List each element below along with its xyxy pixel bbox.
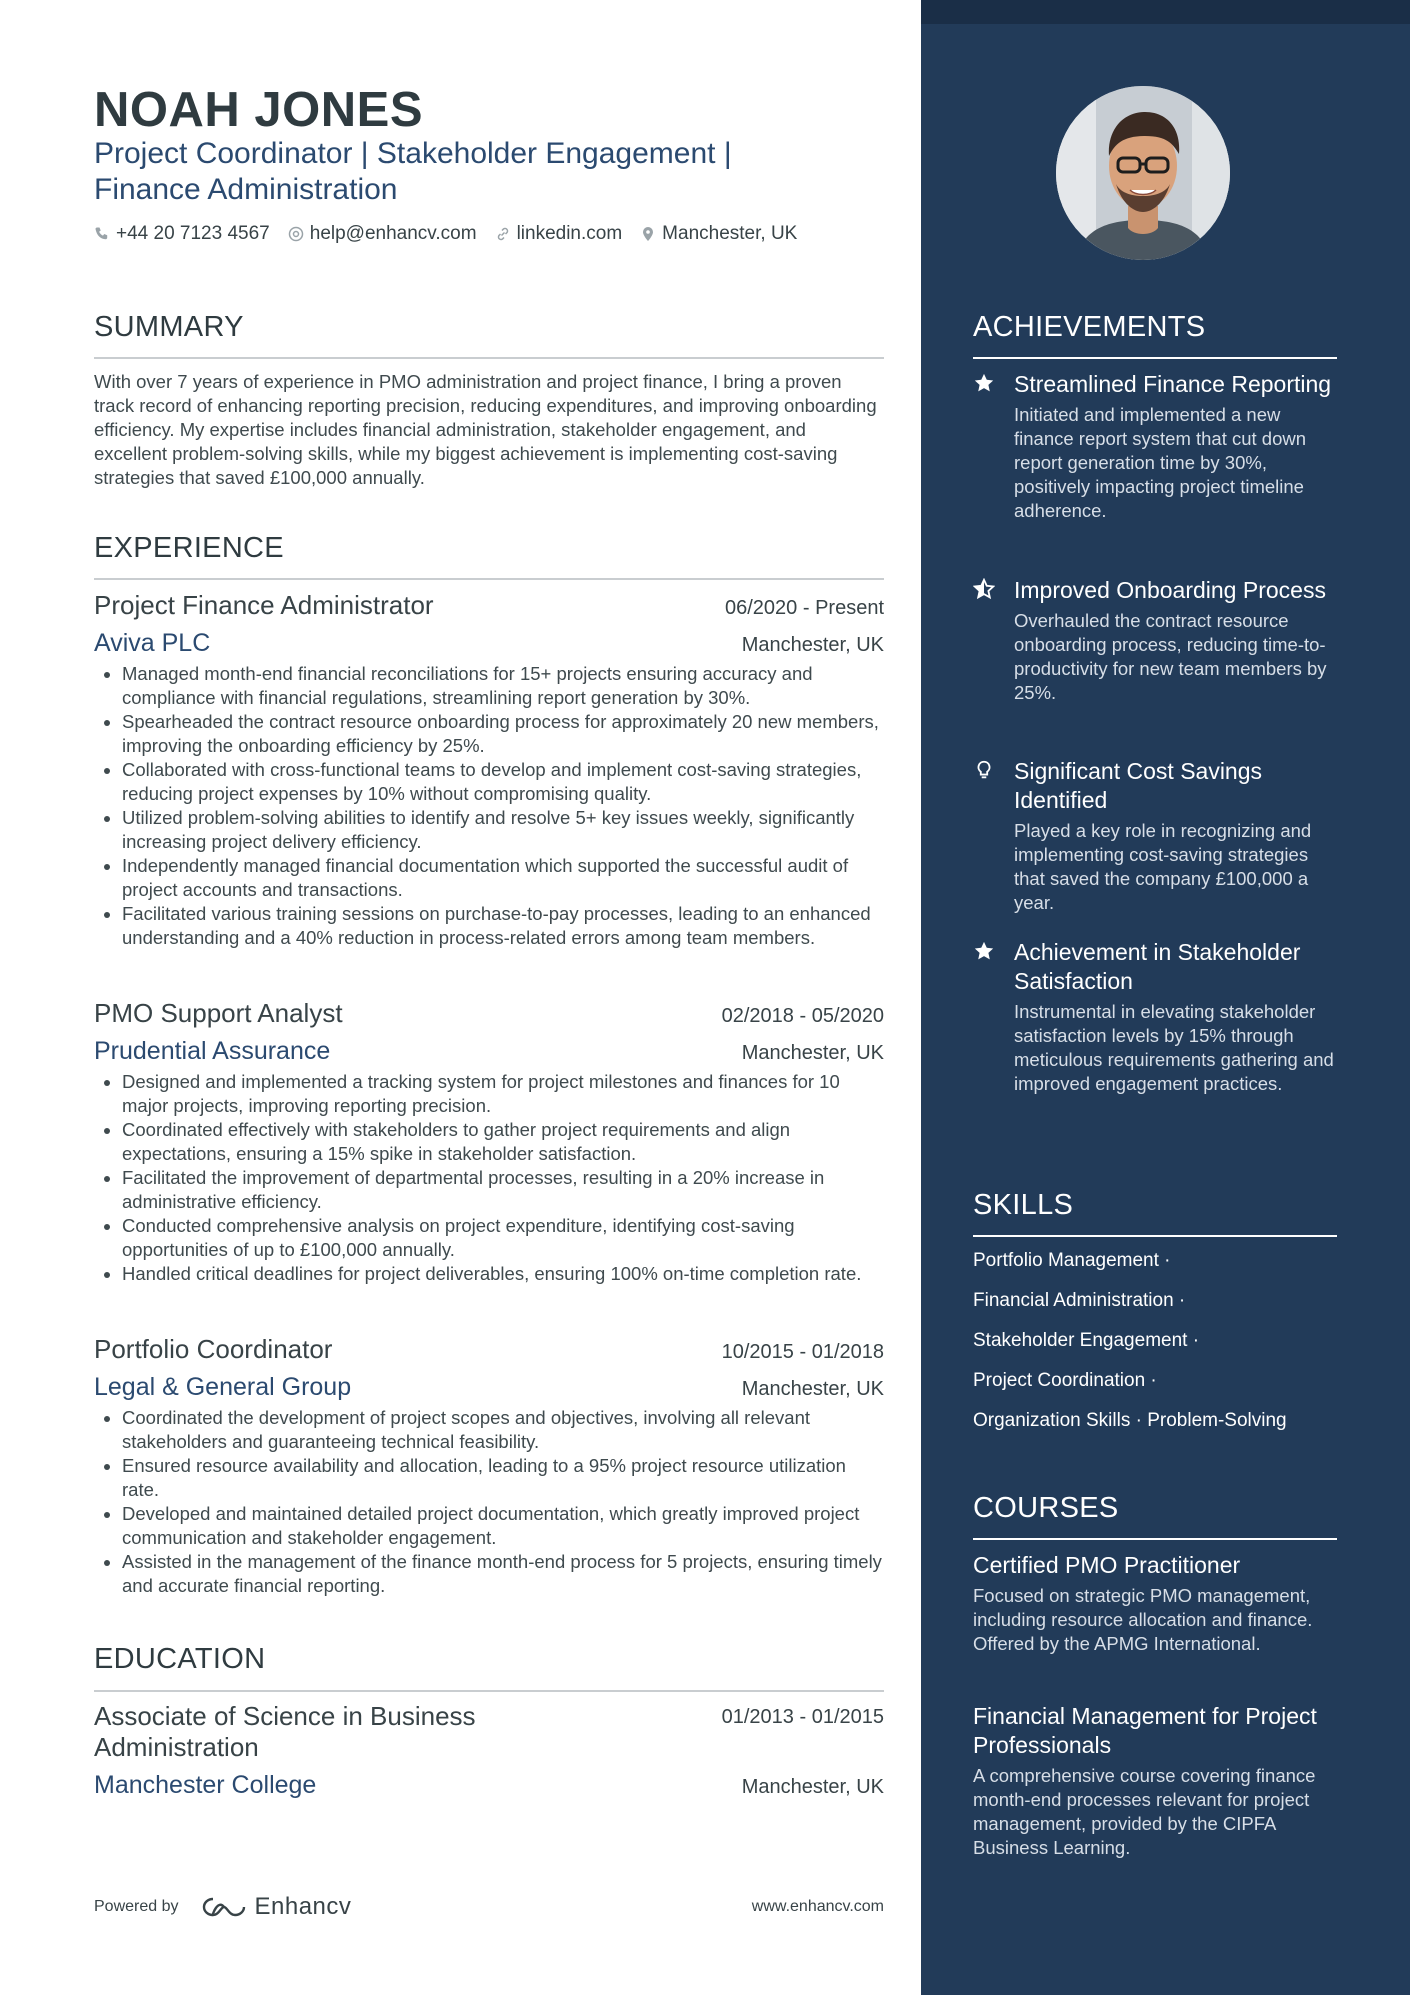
star-half-icon [973, 578, 995, 600]
degree-title: Associate of Science in Business Administration [94, 1701, 476, 1762]
star-icon [973, 372, 995, 394]
bullet-item: • Spearheaded the contract resource onboarding process for approximately 20 new members, improving the onboarding efficiency by 25%. [122, 710, 884, 758]
contact-email[interactable]: help@enhancv.com [288, 223, 477, 245]
contact-info [94, 223, 797, 245]
achievement-desc: Instrumental in elevating stakeholder satisfaction levels by 15% through meticulous requirements gathering and improved engagement practices. [1014, 1001, 1334, 1094]
job-title: Portfolio Coordinator [94, 1334, 333, 1364]
candidate-name: NOAH JONES [94, 83, 424, 137]
experience-heading: EXPERIENCE [94, 532, 284, 564]
link-icon [495, 226, 511, 242]
education-entry [94, 1701, 884, 1800]
achievements-divider [973, 357, 1337, 359]
education-divider [94, 1690, 884, 1692]
bullet-item: • Collaborated with cross-functional teams to develop and implement cost-saving strategies, reducing project expenses by 10% without compromising quality. [122, 758, 884, 806]
course-title: Financial Management for Project Professionals [973, 1703, 1317, 1758]
sidebar-top-band [921, 0, 1410, 24]
education-location: Manchester, UK [741, 1776, 884, 1798]
experience-divider [94, 578, 884, 580]
courses-heading: COURSES [973, 1492, 1119, 1524]
school-name: Manchester College [94, 1771, 317, 1799]
achievement-desc: Initiated and implemented a new finance report system that cut down report generation time by 30%, positively impacting project timeline adherence. [1014, 404, 1307, 521]
job-location: Manchester, UK [741, 634, 884, 656]
courses-divider [973, 1538, 1337, 1540]
website-link[interactable]: www.enhancv.com [751, 1898, 884, 1915]
job-title: PMO Support Analyst [94, 998, 343, 1028]
candidate-title: Project Coordinator | Stakeholder Engagement | Finance Administration [94, 137, 732, 206]
skills-divider [973, 1235, 1337, 1237]
summary-heading: SUMMARY [94, 311, 244, 343]
star-icon [973, 940, 995, 962]
skill-item: Financial Administration [973, 1290, 1174, 1311]
contact-location: Manchester, UK [640, 223, 797, 245]
bullet-item: • Assisted in the management of the finance month-end process for 5 projects, ensuring timely and accurate financial reporting. [122, 1550, 884, 1598]
achievement-desc: Overhauled the contract resource onboarding process, reducing time-to-productivity for new team members by 25%. [1014, 610, 1327, 703]
education-dates: 01/2013 - 01/2015 [721, 1706, 884, 1728]
bullet-item: • Independently managed financial documentation which supported the successful audit of project accounts and transactions. [122, 854, 884, 902]
avatar [1056, 86, 1230, 260]
bullet-item: • Developed and maintained detailed project documentation, which greatly improved project communication and stakeholder engagement. [122, 1502, 884, 1550]
sidebar [921, 0, 1410, 1995]
skills-list: Portfolio Management · Financial Administration · Stakeholder Engagement · Project Coordination · Organization Skills · Problem-Solving [973, 1250, 1287, 1431]
bullet-item: • Ensured resource availability and allocation, leading to a 95% project resource utilization rate. [122, 1454, 884, 1502]
enhancv-logo-icon [201, 1895, 247, 1919]
skill-item: Stakeholder Engagement [973, 1330, 1188, 1351]
achievement-item [973, 576, 1343, 705]
phone-icon [94, 226, 110, 242]
bullet-item: • Facilitated the improvement of departmental processes, resulting in a 20% increase in administrative efficiency. [122, 1166, 884, 1214]
job-entry [94, 998, 884, 1286]
contact-phone[interactable]: +44 20 7123 4567 [94, 223, 270, 245]
course-desc: A comprehensive course covering finance month-end processes relevant for project management, provided by the CIPFA Business Learning. [973, 1765, 1316, 1858]
achievement-desc: Played a key role in recognizing and implementing cost-saving strategies that saved the company £100,000 a year. [1014, 820, 1312, 913]
bullet-item: • Conducted comprehensive analysis on project expenditure, identifying cost-saving opportunities of up to £100,000 annually. [122, 1214, 884, 1262]
job-bullets [94, 662, 884, 950]
achievement-title: Significant Cost Savings Identified [1014, 758, 1263, 813]
bullet-item: • Utilized problem-solving abilities to identify and resolve 5+ key issues weekly, significantly increasing project delivery efficiency. [122, 806, 884, 854]
company-name: Aviva PLC [94, 629, 211, 657]
course-desc: Focused on strategic PMO management, including resource allocation and finance. Offered by the APMG International. [973, 1585, 1313, 1654]
summary-divider [94, 357, 884, 359]
powered-by: Powered by Enhancv [94, 1893, 352, 1920]
lightbulb-icon [973, 759, 995, 781]
main-column [94, 0, 884, 1995]
summary-text: With over 7 years of experience in PMO administration and project finance, I bring a proven track record of enhancing reporting precision, reducing expenditures, and improving onboarding efficiency. My expertise includes financial administration, stakeholder engagement, and excellent problem-solving skills, while my biggest achievement is implementing cost-saving strategies that saved £100,000 annually. [94, 371, 877, 488]
achievement-title: Streamlined Finance Reporting [1014, 371, 1332, 397]
skill-item: Portfolio Management [973, 1250, 1159, 1271]
bullet-item: • Managed month-end financial reconciliations for 15+ projects ensuring accuracy and compliance with financial regulations, streamlining report generation by 30%. [122, 662, 884, 710]
job-entry [94, 590, 884, 950]
job-location: Manchester, UK [741, 1378, 884, 1400]
brand-logo[interactable]: Enhancv [201, 1893, 352, 1921]
job-dates: 10/2015 - 01/2018 [721, 1341, 884, 1363]
job-bullets [94, 1406, 884, 1598]
achievement-item [973, 370, 1343, 523]
achievement-title: Improved Onboarding Process [1014, 577, 1326, 603]
skill-item: Project Coordination [973, 1370, 1146, 1391]
education-heading: EDUCATION [94, 1643, 266, 1675]
skill-item: Organization Skills [973, 1410, 1131, 1431]
skills-heading: SKILLS [973, 1189, 1074, 1221]
achievement-item [973, 938, 1343, 1096]
footer [94, 1893, 884, 1921]
bullet-item: • Coordinated effectively with stakeholders to gather project requirements and align expectations, ensuring a 15% spike in stakeholder satisfaction. [122, 1118, 884, 1166]
skill-item: Problem-Solving [1147, 1410, 1287, 1431]
bullet-item: • Handled critical deadlines for project deliverables, ensuring 100% on-time completion rate. [122, 1262, 884, 1286]
at-icon [288, 226, 304, 242]
bullet-item: • Facilitated various training sessions on purchase-to-pay processes, leading to an enhanced understanding and a 40% reduction in process-related errors among team members. [122, 902, 884, 950]
job-location: Manchester, UK [741, 1042, 884, 1064]
course-title: Certified PMO Practitioner [973, 1552, 1241, 1578]
achievement-title: Achievement in Stakeholder Satisfaction [1014, 939, 1301, 994]
bullet-item: • Designed and implemented a tracking system for project milestones and finances for 10 major projects, improving reporting precision. [122, 1070, 884, 1118]
location-pin-icon [640, 226, 656, 242]
contact-linkedin[interactable]: linkedin.com [495, 223, 623, 245]
job-dates: 02/2018 - 05/2020 [721, 1005, 884, 1027]
course-item [973, 1702, 1343, 1860]
achievements-heading: ACHIEVEMENTS [973, 311, 1206, 343]
company-name: Prudential Assurance [94, 1037, 331, 1065]
company-name: Legal & General Group [94, 1373, 352, 1401]
profile-photo [1056, 86, 1230, 260]
bullet-item: • Coordinated the development of project scopes and objectives, involving all relevant stakeholders and guaranteeing technical feasibility. [122, 1406, 884, 1454]
achievement-item [973, 757, 1343, 915]
job-bullets [94, 1070, 884, 1286]
job-entry [94, 1334, 884, 1598]
course-item [973, 1551, 1343, 1656]
job-dates: 06/2020 - Present [725, 597, 884, 619]
job-title: Project Finance Administrator [94, 590, 434, 620]
